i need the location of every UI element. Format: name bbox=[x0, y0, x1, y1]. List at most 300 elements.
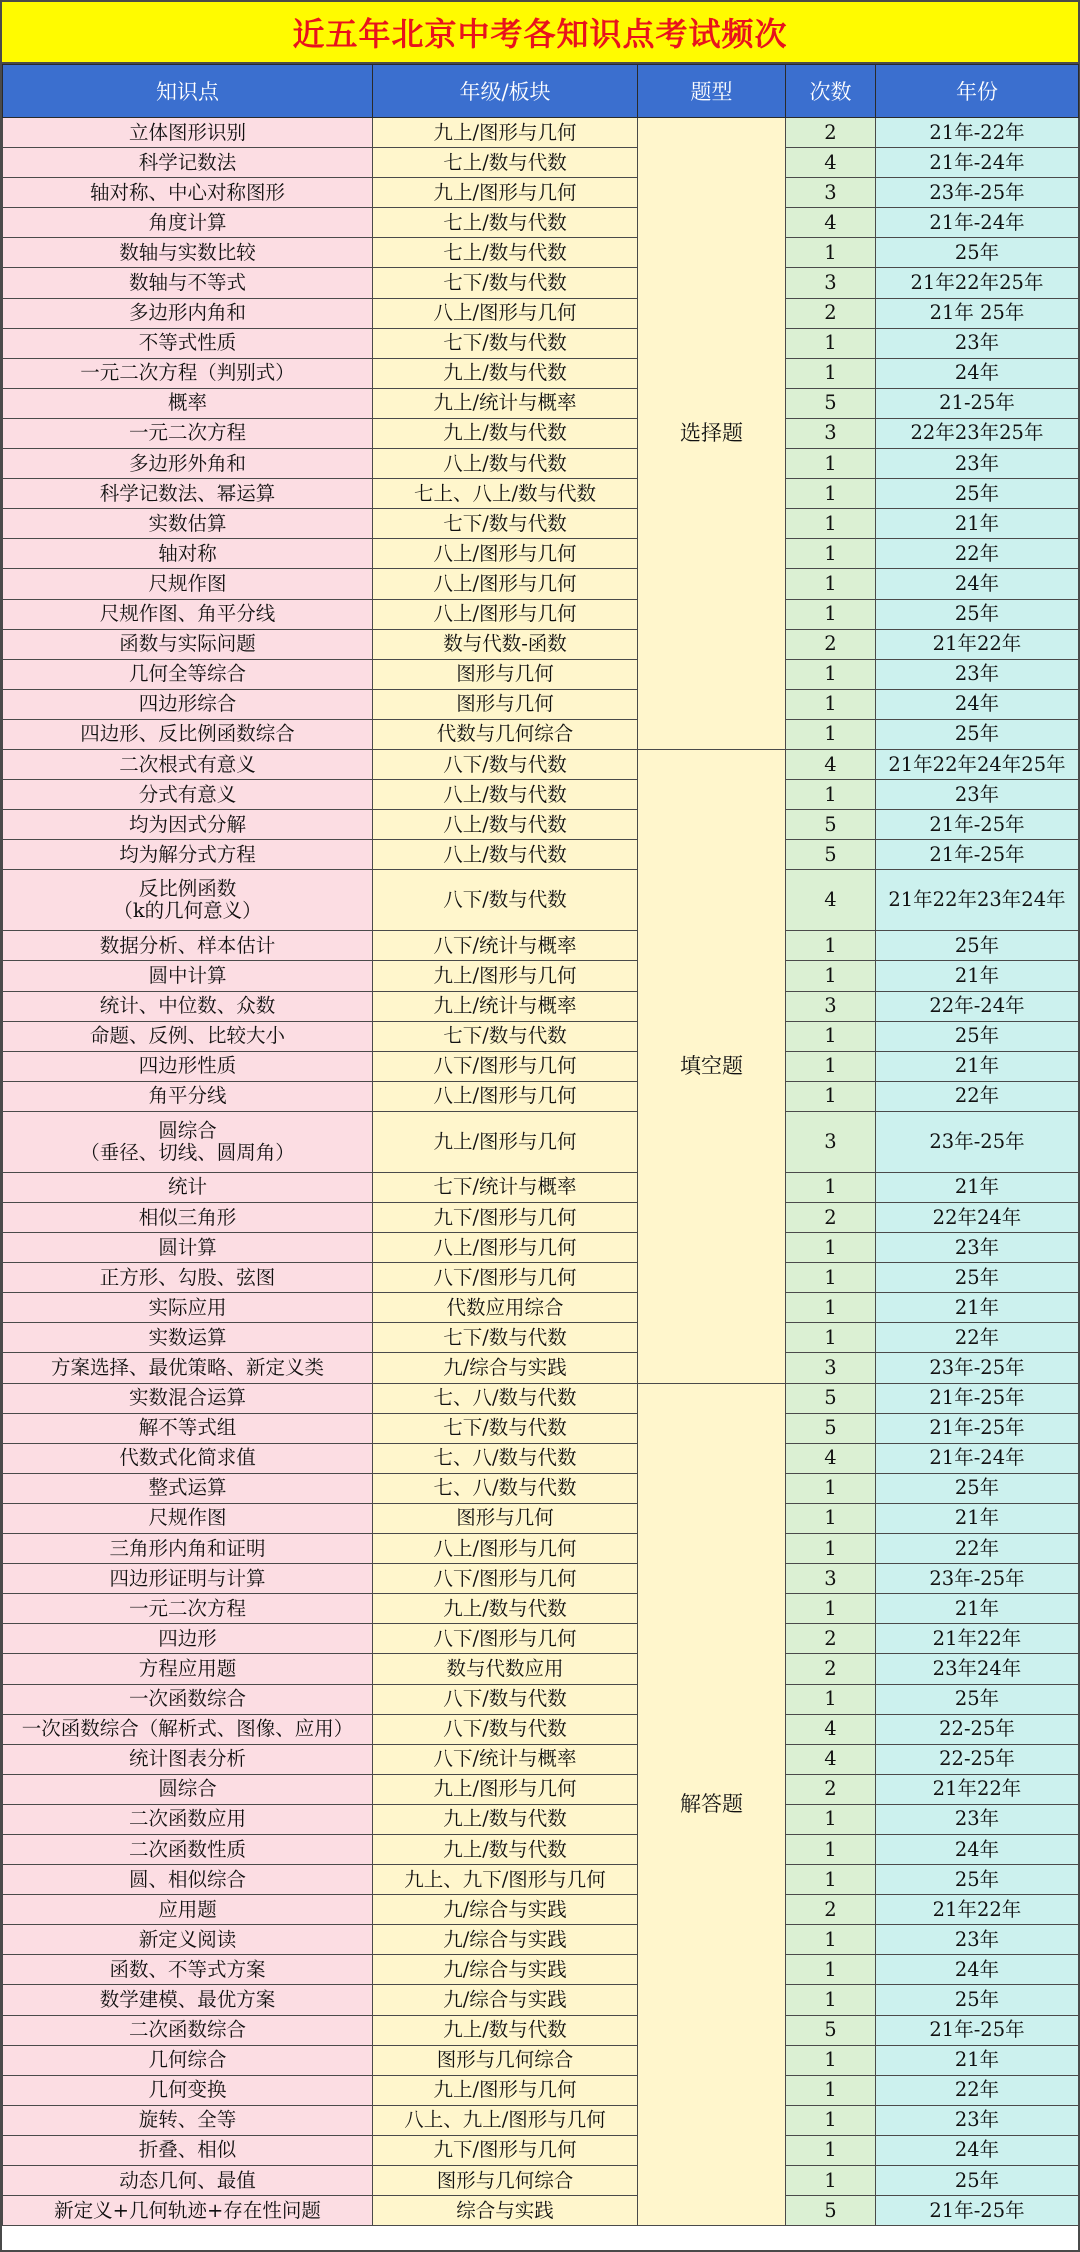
cell-point bbox=[3, 1293, 373, 1323]
cell-count: 1 bbox=[786, 1955, 876, 1985]
cell-year: 25年 bbox=[876, 1473, 1079, 1503]
point-text: 不等式性质 bbox=[138, 331, 237, 355]
cell-year: 24年 bbox=[876, 1834, 1079, 1864]
cell-year: 22年23年25年 bbox=[876, 418, 1079, 448]
cell-year: 21年-25年 bbox=[876, 810, 1079, 840]
cell-year: 25年 bbox=[876, 1263, 1079, 1293]
point-text: 方案选择、最优策略、新定义类 bbox=[50, 1356, 324, 1380]
table-row bbox=[3, 1624, 1079, 1654]
cell-count: 2 bbox=[786, 1624, 876, 1654]
cell-year: 22-25年 bbox=[876, 1744, 1079, 1774]
cell-grade: 九/综合与实践 bbox=[373, 1925, 638, 1955]
cell-count: 1 bbox=[786, 1473, 876, 1503]
point-text: 函数、不等式方案 bbox=[109, 1957, 266, 1981]
cell-year: 23年 bbox=[876, 328, 1079, 358]
cell-grade: 八下/数与代数 bbox=[373, 1684, 638, 1714]
cell-count: 1 bbox=[786, 509, 876, 539]
cell-year: 21年22年24年25年 bbox=[876, 749, 1079, 779]
cell-year: 21年 bbox=[876, 509, 1079, 539]
frequency-table bbox=[2, 64, 1079, 2226]
cell-grade: 八上/图形与几何 bbox=[373, 1233, 638, 1263]
table-row bbox=[3, 840, 1079, 870]
cell-count: 3 bbox=[786, 991, 876, 1021]
table-row bbox=[3, 2075, 1079, 2105]
cell-year: 21年 bbox=[876, 1293, 1079, 1323]
cell-grade: 七下/数与代数 bbox=[373, 268, 638, 298]
cell-count: 1 bbox=[786, 1233, 876, 1263]
cell-grade: 八上/图形与几何 bbox=[373, 1534, 638, 1564]
cell-year: 21年-24年 bbox=[876, 208, 1079, 238]
table-row bbox=[3, 509, 1079, 539]
cell-point bbox=[3, 1624, 373, 1654]
table-row bbox=[3, 358, 1079, 388]
point-text: 立体图形识别 bbox=[128, 120, 246, 144]
cell-grade: 九上/统计与概率 bbox=[373, 991, 638, 1021]
point-text-line2: （垂径、切线、圆周角） bbox=[80, 1140, 295, 1164]
table-row bbox=[3, 1985, 1079, 2015]
header-type: 题型 bbox=[638, 65, 786, 118]
cell-count: 1 bbox=[786, 1051, 876, 1081]
cell-count: 2 bbox=[786, 629, 876, 659]
point-text: 一次函数综合（解析式、图像、应用） bbox=[21, 1717, 354, 1741]
point-text: 四边形 bbox=[158, 1626, 217, 1650]
table-row bbox=[3, 1804, 1079, 1834]
cell-point bbox=[3, 870, 373, 931]
cell-grade: 七、八/数与代数 bbox=[373, 1473, 638, 1503]
table-row bbox=[3, 1443, 1079, 1473]
point-text: 函数与实际问题 bbox=[119, 632, 256, 656]
cell-year: 23年24年 bbox=[876, 1654, 1079, 1684]
table-row bbox=[3, 449, 1079, 479]
cell-grade: 七上/数与代数 bbox=[373, 238, 638, 268]
cell-count: 1 bbox=[786, 328, 876, 358]
table-row bbox=[3, 1834, 1079, 1864]
cell-count: 5 bbox=[786, 2015, 876, 2045]
cell-year: 23年 bbox=[876, 449, 1079, 479]
cell-grade: 八下/数与代数 bbox=[373, 870, 638, 931]
table-row bbox=[3, 208, 1079, 238]
cell-point bbox=[3, 1353, 373, 1383]
cell-grade: 九上、九下/图形与几何 bbox=[373, 1865, 638, 1895]
cell-count: 1 bbox=[786, 1081, 876, 1111]
point-text: 一元二次方程 bbox=[128, 421, 246, 445]
cell-year: 21年22年23年24年 bbox=[876, 870, 1079, 931]
point-text: 四边形证明与计算 bbox=[109, 1566, 266, 1590]
cell-point bbox=[3, 719, 373, 749]
cell-point bbox=[3, 749, 373, 779]
table-row bbox=[3, 629, 1079, 659]
cell-grade: 综合与实践 bbox=[373, 2196, 638, 2226]
cell-count: 1 bbox=[786, 1293, 876, 1323]
cell-grade: 图形与几何综合 bbox=[373, 2166, 638, 2196]
table-row bbox=[3, 1263, 1079, 1293]
cell-count: 3 bbox=[786, 1353, 876, 1383]
cell-count: 1 bbox=[786, 1925, 876, 1955]
cell-point bbox=[3, 1021, 373, 1051]
cell-count: 4 bbox=[786, 870, 876, 931]
cell-grade: 九上/图形与几何 bbox=[373, 961, 638, 991]
cell-year: 21年 bbox=[876, 1172, 1079, 1202]
point-text-line2: （k的几何意义） bbox=[113, 899, 262, 923]
cell-point bbox=[3, 810, 373, 840]
cell-year: 22年 bbox=[876, 1534, 1079, 1564]
point-text: 轴对称 bbox=[158, 541, 217, 565]
table-row bbox=[3, 148, 1079, 178]
point-text: 新定义+几何轨迹+存在性问题 bbox=[54, 2198, 321, 2222]
cell-year: 23年 bbox=[876, 2105, 1079, 2135]
cell-year: 21年 bbox=[876, 1503, 1079, 1533]
point-text: 角平分线 bbox=[148, 1084, 227, 1108]
point-text: 圆综合 bbox=[158, 1777, 217, 1801]
page-title: 近五年北京中考各知识点考试频次 bbox=[2, 2, 1078, 64]
point-text: 相似三角形 bbox=[138, 1205, 237, 1229]
cell-question-type: 解答题 bbox=[638, 1383, 786, 2226]
cell-year: 21年22年25年 bbox=[876, 268, 1079, 298]
table-row bbox=[3, 1081, 1079, 1111]
cell-grade: 八上/图形与几何 bbox=[373, 599, 638, 629]
point-text: 四边形性质 bbox=[138, 1054, 237, 1078]
cell-point bbox=[3, 238, 373, 268]
cell-count: 1 bbox=[786, 1263, 876, 1293]
table-row bbox=[3, 1564, 1079, 1594]
point-text: 几何全等综合 bbox=[128, 662, 246, 686]
cell-point bbox=[3, 509, 373, 539]
cell-year: 21年22年 bbox=[876, 629, 1079, 659]
cell-grade: 图形与几何 bbox=[373, 689, 638, 719]
cell-point bbox=[3, 298, 373, 328]
cell-year: 22年 bbox=[876, 1323, 1079, 1353]
table-row bbox=[3, 1383, 1079, 1413]
cell-year: 23年 bbox=[876, 780, 1079, 810]
point-text: 几何综合 bbox=[148, 2048, 227, 2072]
cell-grade: 七下/数与代数 bbox=[373, 328, 638, 358]
cell-point bbox=[3, 1955, 373, 1985]
cell-question-type: 选择题 bbox=[638, 118, 786, 750]
table-row bbox=[3, 2135, 1079, 2165]
table-row bbox=[3, 2015, 1079, 2045]
cell-grade: 八下/图形与几何 bbox=[373, 1624, 638, 1654]
cell-year: 23年-25年 bbox=[876, 1353, 1079, 1383]
cell-count: 1 bbox=[786, 2166, 876, 2196]
cell-point bbox=[3, 689, 373, 719]
cell-count: 1 bbox=[786, 1684, 876, 1714]
cell-count: 3 bbox=[786, 178, 876, 208]
cell-year: 23年 bbox=[876, 659, 1079, 689]
cell-question-type: 填空题 bbox=[638, 749, 786, 1383]
cell-year: 22-25年 bbox=[876, 1714, 1079, 1744]
point-text: 二次函数应用 bbox=[128, 1807, 246, 1831]
cell-count: 1 bbox=[786, 2075, 876, 2105]
point-text: 四边形、反比例函数综合 bbox=[80, 722, 295, 746]
cell-count: 1 bbox=[786, 1323, 876, 1353]
cell-grade: 八上/数与代数 bbox=[373, 780, 638, 810]
cell-year: 23年 bbox=[876, 1233, 1079, 1263]
point-text: 圆计算 bbox=[158, 1235, 217, 1259]
cell-count: 1 bbox=[786, 358, 876, 388]
cell-grade: 七下/数与代数 bbox=[373, 509, 638, 539]
cell-year: 25年 bbox=[876, 931, 1079, 961]
cell-grade: 七下/统计与概率 bbox=[373, 1172, 638, 1202]
cell-point bbox=[3, 840, 373, 870]
cell-grade: 九/综合与实践 bbox=[373, 1985, 638, 2015]
cell-year: 23年-25年 bbox=[876, 1564, 1079, 1594]
cell-point bbox=[3, 148, 373, 178]
cell-point bbox=[3, 1443, 373, 1473]
cell-count: 1 bbox=[786, 479, 876, 509]
point-text: 均为解分式方程 bbox=[119, 842, 256, 866]
cell-point bbox=[3, 479, 373, 509]
cell-year: 25年 bbox=[876, 2166, 1079, 2196]
cell-point bbox=[3, 208, 373, 238]
cell-count: 4 bbox=[786, 1443, 876, 1473]
point-text: 命题、反例、比较大小 bbox=[89, 1024, 285, 1048]
point-text: 几何变换 bbox=[148, 2078, 227, 2102]
cell-count: 1 bbox=[786, 238, 876, 268]
cell-point bbox=[3, 418, 373, 448]
cell-point bbox=[3, 1594, 373, 1624]
point-text: 正方形、勾股、弦图 bbox=[99, 1265, 276, 1289]
cell-count: 1 bbox=[786, 1865, 876, 1895]
cell-grade: 七上/数与代数 bbox=[373, 148, 638, 178]
table-row bbox=[3, 1473, 1079, 1503]
point-text: 实数运算 bbox=[148, 1325, 227, 1349]
cell-point bbox=[3, 1111, 373, 1172]
table-row bbox=[3, 298, 1079, 328]
cell-count: 4 bbox=[786, 1714, 876, 1744]
header-point: 知识点 bbox=[3, 65, 373, 118]
point-text: 轴对称、中心对称图形 bbox=[89, 180, 285, 204]
point-text: 多边形外角和 bbox=[128, 451, 246, 475]
table-row bbox=[3, 1654, 1079, 1684]
table-row bbox=[3, 268, 1079, 298]
cell-point bbox=[3, 1263, 373, 1293]
cell-year: 24年 bbox=[876, 358, 1079, 388]
cell-point bbox=[3, 1383, 373, 1413]
cell-year: 25年 bbox=[876, 238, 1079, 268]
cell-year: 25年 bbox=[876, 1684, 1079, 1714]
cell-count: 2 bbox=[786, 1654, 876, 1684]
point-text: 解不等式组 bbox=[138, 1416, 237, 1440]
cell-point bbox=[3, 1534, 373, 1564]
table-row bbox=[3, 418, 1079, 448]
cell-point bbox=[3, 1172, 373, 1202]
cell-grade: 八下/数与代数 bbox=[373, 749, 638, 779]
point-text: 旋转、全等 bbox=[138, 2108, 237, 2132]
point-text: 尺规作图 bbox=[148, 1506, 227, 1530]
cell-point bbox=[3, 2075, 373, 2105]
point-text: 多边形内角和 bbox=[128, 301, 246, 325]
cell-point bbox=[3, 178, 373, 208]
cell-year: 21年-25年 bbox=[876, 2196, 1079, 2226]
point-text: 科学记数法 bbox=[138, 150, 237, 174]
point-text: 圆中计算 bbox=[148, 963, 227, 987]
cell-point bbox=[3, 780, 373, 810]
cell-year: 25年 bbox=[876, 1985, 1079, 2015]
cell-grade: 九下/图形与几何 bbox=[373, 1203, 638, 1233]
point-text: 分式有意义 bbox=[138, 782, 237, 806]
cell-count: 1 bbox=[786, 2105, 876, 2135]
cell-grade: 八下/统计与概率 bbox=[373, 931, 638, 961]
cell-point bbox=[3, 931, 373, 961]
table-row bbox=[3, 178, 1079, 208]
table-row bbox=[3, 479, 1079, 509]
cell-grade: 八上、九上/图形与几何 bbox=[373, 2105, 638, 2135]
cell-count: 1 bbox=[786, 2045, 876, 2075]
table-row bbox=[3, 238, 1079, 268]
cell-year: 25年 bbox=[876, 719, 1079, 749]
cell-point bbox=[3, 629, 373, 659]
cell-grade: 九上/图形与几何 bbox=[373, 118, 638, 148]
cell-year: 22年 bbox=[876, 2075, 1079, 2105]
cell-point bbox=[3, 1714, 373, 1744]
cell-point bbox=[3, 1684, 373, 1714]
cell-count: 3 bbox=[786, 268, 876, 298]
cell-point bbox=[3, 268, 373, 298]
cell-year: 23年-25年 bbox=[876, 178, 1079, 208]
cell-year: 24年 bbox=[876, 1955, 1079, 1985]
cell-count: 1 bbox=[786, 599, 876, 629]
table-row bbox=[3, 1111, 1079, 1172]
cell-point bbox=[3, 1051, 373, 1081]
point-text: 尺规作图 bbox=[148, 571, 227, 595]
cell-count: 1 bbox=[786, 1594, 876, 1624]
cell-year: 21-25年 bbox=[876, 388, 1079, 418]
cell-grade: 数与代数应用 bbox=[373, 1654, 638, 1684]
point-text: 二次函数综合 bbox=[128, 2018, 246, 2042]
cell-grade: 九上/图形与几何 bbox=[373, 178, 638, 208]
cell-point bbox=[3, 2105, 373, 2135]
cell-grade: 九上/数与代数 bbox=[373, 1834, 638, 1864]
table-row bbox=[3, 328, 1079, 358]
cell-point bbox=[3, 358, 373, 388]
table-row bbox=[3, 2166, 1079, 2196]
cell-grade: 七下/数与代数 bbox=[373, 1323, 638, 1353]
cell-year: 24年 bbox=[876, 569, 1079, 599]
table-row bbox=[3, 1955, 1079, 1985]
table-row bbox=[3, 780, 1079, 810]
cell-point bbox=[3, 659, 373, 689]
cell-count: 3 bbox=[786, 1111, 876, 1172]
cell-point bbox=[3, 1744, 373, 1774]
cell-grade: 八下/图形与几何 bbox=[373, 1263, 638, 1293]
cell-year: 23年 bbox=[876, 1804, 1079, 1834]
cell-year: 22年24年 bbox=[876, 1203, 1079, 1233]
cell-point bbox=[3, 1895, 373, 1925]
table-row bbox=[3, 689, 1079, 719]
header-count: 次数 bbox=[786, 65, 876, 118]
point-text: 数轴与不等式 bbox=[128, 271, 246, 295]
table-row bbox=[3, 388, 1079, 418]
table-row bbox=[3, 1353, 1079, 1383]
cell-point bbox=[3, 1564, 373, 1594]
table-row bbox=[3, 118, 1079, 148]
point-text: 数据分析、样本估计 bbox=[99, 933, 276, 957]
cell-grade: 九上/图形与几何 bbox=[373, 2075, 638, 2105]
table-row bbox=[3, 961, 1079, 991]
table-row bbox=[3, 539, 1079, 569]
cell-point bbox=[3, 1503, 373, 1533]
table-row bbox=[3, 931, 1079, 961]
cell-point bbox=[3, 1233, 373, 1263]
point-text: 统计、中位数、众数 bbox=[99, 994, 276, 1018]
cell-count: 4 bbox=[786, 148, 876, 178]
cell-point bbox=[3, 449, 373, 479]
cell-count: 4 bbox=[786, 1744, 876, 1774]
point-text: 圆、相似综合 bbox=[128, 1867, 246, 1891]
cell-grade: 七上/数与代数 bbox=[373, 208, 638, 238]
cell-point bbox=[3, 118, 373, 148]
point-text: 整式运算 bbox=[148, 1476, 227, 1500]
cell-count: 1 bbox=[786, 1172, 876, 1202]
cell-grade: 九/综合与实践 bbox=[373, 1955, 638, 1985]
point-text: 一元二次方程（判别式） bbox=[80, 361, 295, 385]
cell-year: 21年22年 bbox=[876, 1774, 1079, 1804]
cell-grade: 七上、八上/数与代数 bbox=[373, 479, 638, 509]
cell-year: 25年 bbox=[876, 599, 1079, 629]
cell-count: 5 bbox=[786, 840, 876, 870]
cell-year: 21年-22年 bbox=[876, 118, 1079, 148]
cell-point bbox=[3, 1804, 373, 1834]
cell-year: 22年-24年 bbox=[876, 991, 1079, 1021]
cell-grade: 代数与几何综合 bbox=[373, 719, 638, 749]
cell-point bbox=[3, 1654, 373, 1684]
cell-grade: 八上/数与代数 bbox=[373, 810, 638, 840]
cell-count: 4 bbox=[786, 749, 876, 779]
cell-grade: 图形与几何综合 bbox=[373, 2045, 638, 2075]
point-text: 实数混合运算 bbox=[128, 1386, 246, 1410]
cell-count: 1 bbox=[786, 931, 876, 961]
cell-count: 5 bbox=[786, 1383, 876, 1413]
cell-point bbox=[3, 1774, 373, 1804]
cell-point bbox=[3, 2166, 373, 2196]
cell-point bbox=[3, 599, 373, 629]
point-text: 四边形综合 bbox=[138, 692, 237, 716]
cell-count: 1 bbox=[786, 539, 876, 569]
cell-count: 5 bbox=[786, 810, 876, 840]
table-row bbox=[3, 599, 1079, 629]
cell-point bbox=[3, 539, 373, 569]
cell-count: 2 bbox=[786, 118, 876, 148]
table-row bbox=[3, 1323, 1079, 1353]
cell-count: 1 bbox=[786, 1834, 876, 1864]
cell-grade: 九上/数与代数 bbox=[373, 358, 638, 388]
table-row bbox=[3, 719, 1079, 749]
point-text: 二次函数性质 bbox=[128, 1837, 246, 1861]
cell-point bbox=[3, 961, 373, 991]
cell-grade: 八下/图形与几何 bbox=[373, 1564, 638, 1594]
table-row bbox=[3, 1051, 1079, 1081]
cell-grade: 九上/数与代数 bbox=[373, 1804, 638, 1834]
cell-count: 5 bbox=[786, 388, 876, 418]
table-row bbox=[3, 749, 1079, 779]
table-row bbox=[3, 2105, 1079, 2135]
point-text: 实际应用 bbox=[148, 1295, 227, 1319]
cell-count: 3 bbox=[786, 1564, 876, 1594]
cell-year: 21年-25年 bbox=[876, 1383, 1079, 1413]
point-text: 科学记数法、幂运算 bbox=[99, 481, 276, 505]
table-row bbox=[3, 1714, 1079, 1744]
cell-point bbox=[3, 1203, 373, 1233]
cell-point bbox=[3, 1834, 373, 1864]
cell-point bbox=[3, 1473, 373, 1503]
point-text: 反比例函数 bbox=[138, 877, 237, 901]
cell-year: 21年 bbox=[876, 961, 1079, 991]
table-row bbox=[3, 1774, 1079, 1804]
table-body bbox=[3, 118, 1079, 2226]
cell-year: 21年 25年 bbox=[876, 298, 1079, 328]
cell-grade: 八下/图形与几何 bbox=[373, 1051, 638, 1081]
cell-year: 21年 bbox=[876, 1051, 1079, 1081]
